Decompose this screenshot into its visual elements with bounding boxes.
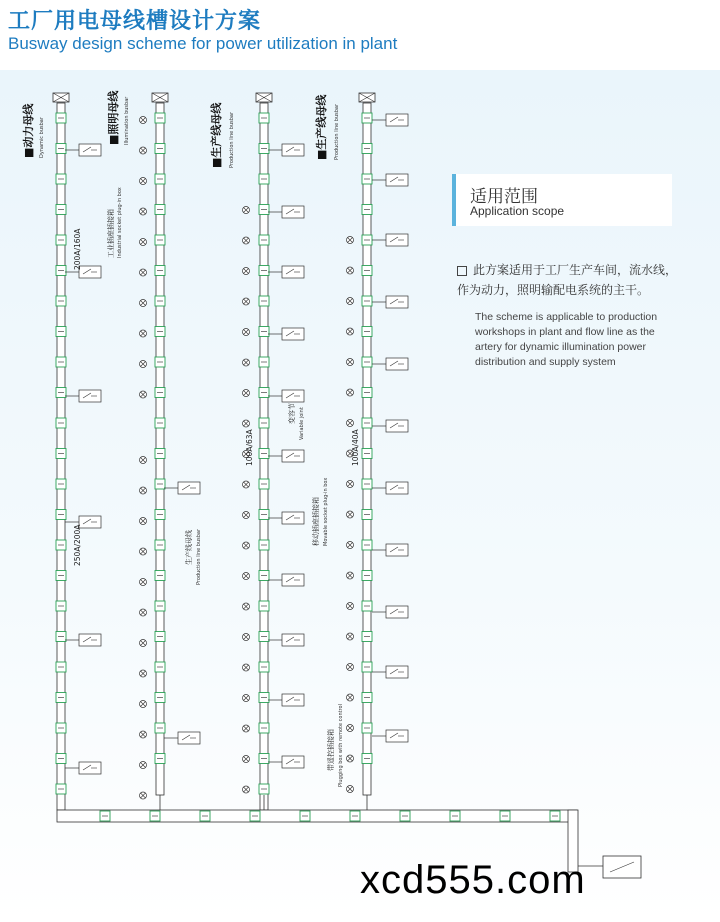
movable-socket-label: 移动插座插接箱 <box>312 497 320 546</box>
socket-box <box>282 450 304 462</box>
socket-box <box>178 482 200 494</box>
rating-200-160: 200A/160A <box>73 228 82 270</box>
remote-box-label-en: Plugging box with remote control <box>338 704 344 787</box>
illumination-busbar-label-en: Illumination busbar <box>124 96 130 145</box>
socket-box <box>178 732 200 744</box>
socket-box <box>386 606 408 618</box>
rating-250-200: 250A/200A <box>73 524 82 566</box>
production-busbar-2-label: ■生产线母线 <box>315 94 328 160</box>
socket-box <box>386 358 408 370</box>
socket-box <box>79 144 101 156</box>
rating-100-40: 100A/40A <box>351 429 360 466</box>
scope-title: 适用范围 <box>470 187 538 207</box>
production-busbar-2-label-en: Production line busbar <box>334 103 340 160</box>
socket-box <box>282 634 304 646</box>
production-mid-label-en: Production line busbar <box>196 528 202 585</box>
socket-box <box>282 390 304 402</box>
socket-box <box>386 730 408 742</box>
socket-box <box>79 266 101 278</box>
socket-box <box>282 266 304 278</box>
industrial-socket-label: 工业插座插接箱 <box>107 209 115 258</box>
socket-box <box>386 420 408 432</box>
production-mid-label: 生产线母线 <box>185 530 193 565</box>
page-subtitle: Busway design scheme for power utilization in plant <box>8 34 398 53</box>
page-title: 工厂用电母线槽设计方案 <box>8 9 262 34</box>
production-busbar-1-label-en: Production line busbar <box>229 111 235 168</box>
variable-joint-label-en: Variable joint <box>299 407 305 440</box>
variable-joint-label: 变容节 <box>288 403 296 424</box>
socket-box <box>282 756 304 768</box>
socket-box <box>386 234 408 246</box>
socket-box <box>79 516 101 528</box>
scope-title-en: Application scope <box>470 204 565 218</box>
scope-description-en: The scheme is applicable to production workshops in plant and flow line as the artery for dynamic illumination power distribution and supply system <box>475 311 658 368</box>
header <box>0 0 720 70</box>
socket-box <box>386 296 408 308</box>
socket-box <box>282 328 304 340</box>
dynamic-busbar-label-en: Dynamic busbar <box>39 117 45 158</box>
watermark: xcd555.com <box>360 858 586 902</box>
trunk-busbar <box>57 810 577 822</box>
socket-box <box>282 206 304 218</box>
socket-box <box>79 762 101 774</box>
socket-box <box>386 174 408 186</box>
industrial-socket-label-en: Industrial socket plug-in box <box>117 187 123 258</box>
remote-box-label: 带遥控插接箱 <box>327 729 335 771</box>
scope-description <box>457 260 679 300</box>
socket-box <box>282 694 304 706</box>
illumination-busbar-label: ■照明母线 <box>107 90 120 145</box>
socket-box <box>386 666 408 678</box>
socket-box <box>79 390 101 402</box>
scope-description-text: 此方案适用于工厂生产车间，流水线，作为动力，照明输配电系统的主干。 <box>457 263 678 297</box>
socket-box <box>386 114 408 126</box>
rating-100-63: 100A/63A <box>245 429 254 466</box>
diagram-panel <box>0 70 720 922</box>
socket-box <box>282 512 304 524</box>
production-busbar-1-label: ■生产线母线 <box>210 102 223 168</box>
socket-box <box>282 144 304 156</box>
socket-box <box>386 544 408 556</box>
movable-socket-label-en: Movable socket plug-in box <box>323 477 329 546</box>
checkbox-icon <box>457 266 467 276</box>
socket-box <box>79 634 101 646</box>
dynamic-busbar-label: ■动力母线 <box>22 103 35 158</box>
socket-box <box>386 482 408 494</box>
socket-box <box>282 574 304 586</box>
